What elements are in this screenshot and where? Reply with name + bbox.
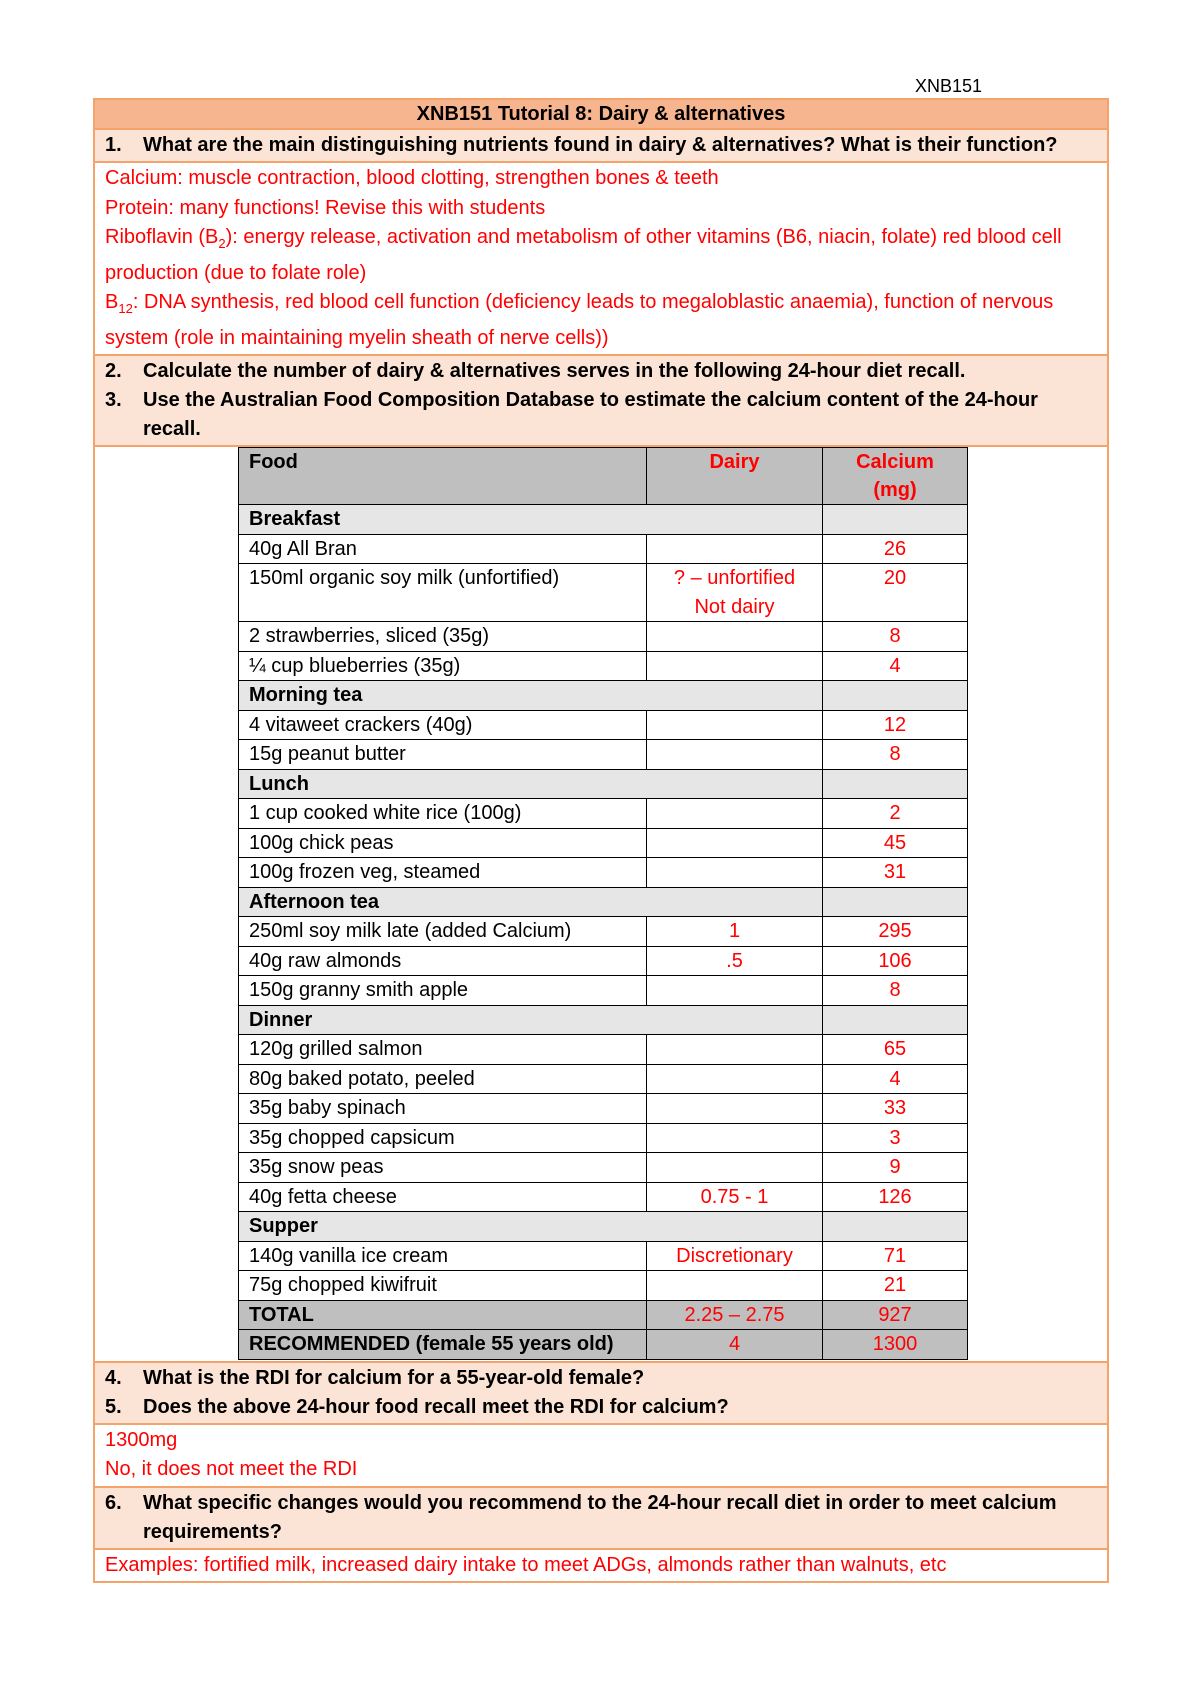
food-cell: 150ml organic soy milk (unfortified) bbox=[239, 564, 647, 622]
question-number: 1. bbox=[105, 134, 122, 156]
question-number: 4. bbox=[105, 1366, 122, 1389]
recommended-label: RECOMMENDED (female 55 years old) bbox=[239, 1330, 647, 1360]
calcium-cell: 9 bbox=[823, 1153, 968, 1183]
dairy-cell: .5 bbox=[647, 946, 823, 976]
question-3 bbox=[105, 386, 1097, 444]
question-2 bbox=[105, 357, 1097, 386]
food-cell: 15g peanut butter bbox=[239, 740, 647, 770]
calcium-cell: 8 bbox=[823, 976, 968, 1006]
food-cell: 1 cup cooked white rice (100g) bbox=[239, 799, 647, 829]
answer-protein: Protein: many functions! Revise this with students bbox=[105, 196, 546, 219]
table-row bbox=[239, 740, 968, 770]
table-row bbox=[239, 799, 968, 829]
dairy-cell: Discretionary bbox=[647, 1241, 823, 1271]
food-cell: 35g chopped capsicum bbox=[239, 1123, 647, 1153]
section-label: Supper bbox=[239, 1212, 823, 1242]
question-text: Does the above 24-hour food recall meet the RDI for calcium? bbox=[143, 1395, 729, 1418]
dairy-cell bbox=[647, 534, 823, 564]
answer-rdi: 1300mg bbox=[105, 1428, 178, 1451]
table-row bbox=[239, 534, 968, 564]
answer-block-1 bbox=[95, 163, 1107, 356]
dairy-cell bbox=[647, 1064, 823, 1094]
table-row bbox=[239, 1094, 968, 1124]
question-text: What is the RDI for calcium for a 55-year-old female? bbox=[143, 1366, 645, 1389]
question-number: 3. bbox=[105, 389, 122, 411]
table-row bbox=[239, 710, 968, 740]
table-row bbox=[239, 946, 968, 976]
table-row bbox=[239, 828, 968, 858]
dairy-cell bbox=[647, 740, 823, 770]
table-row bbox=[239, 858, 968, 888]
header-calcium: Calcium (mg) bbox=[823, 448, 968, 505]
food-cell: 150g granny smith apple bbox=[239, 976, 647, 1006]
dairy-cell bbox=[647, 858, 823, 888]
dairy-cell bbox=[647, 1271, 823, 1301]
calcium-cell: 3 bbox=[823, 1123, 968, 1153]
dairy-cell bbox=[647, 976, 823, 1006]
question-text: Use the Australian Food Composition Database to estimate the calcium content of the 24-hour recall. bbox=[143, 389, 1038, 440]
page-title: XNB151 Tutorial 8: Dairy & alternatives bbox=[95, 100, 1107, 130]
calcium-cell: 45 bbox=[823, 828, 968, 858]
answer-riboflavin: Riboflavin $(B_2)$: energy release, activation and metabolism of other vitamins (B6, niacin, folate) red blood cell production (due to folate role) bbox=[105, 226, 1062, 284]
diet-recall-table bbox=[238, 447, 968, 1360]
section-row-lunch bbox=[239, 769, 968, 799]
calcium-cell: 4 bbox=[823, 651, 968, 681]
food-cell: 4 vitaweet crackers (40g) bbox=[239, 710, 647, 740]
calcium-cell: 4 bbox=[823, 1064, 968, 1094]
section-row-morning-tea bbox=[239, 681, 968, 711]
question-4 bbox=[105, 1364, 1097, 1393]
dairy-cell: 1 bbox=[647, 917, 823, 947]
table-row bbox=[239, 651, 968, 681]
answer-block-4-5 bbox=[95, 1425, 1107, 1488]
calcium-cell: 26 bbox=[823, 534, 968, 564]
question-block-2-3 bbox=[95, 356, 1107, 447]
header-dairy: Dairy bbox=[647, 448, 823, 505]
calcium-cell: 21 bbox=[823, 1271, 968, 1301]
table-row bbox=[239, 564, 968, 622]
food-cell: 35g snow peas bbox=[239, 1153, 647, 1183]
dairy-cell: 0.75 - 1 bbox=[647, 1182, 823, 1212]
food-cell: 250ml soy milk late (added Calcium) bbox=[239, 917, 647, 947]
table-row bbox=[239, 1035, 968, 1065]
food-cell: 40g All Bran bbox=[239, 534, 647, 564]
dairy-cell bbox=[647, 622, 823, 652]
calcium-cell: 12 bbox=[823, 710, 968, 740]
table-row bbox=[239, 1153, 968, 1183]
total-dairy: 2.25 – 2.75 bbox=[647, 1300, 823, 1330]
question-text: What specific changes would you recommend to the 24-hour recall diet in order to meet calcium requirements? bbox=[143, 1491, 1057, 1543]
food-cell: 120g grilled salmon bbox=[239, 1035, 647, 1065]
section-row-breakfast bbox=[239, 505, 968, 535]
table-row bbox=[239, 1064, 968, 1094]
food-cell: 100g frozen veg, steamed bbox=[239, 858, 647, 888]
question-text: Calculate the number of dairy & alternatives serves in the following 24-hour diet recall. bbox=[143, 360, 966, 382]
calcium-cell: 126 bbox=[823, 1182, 968, 1212]
dairy-cell bbox=[647, 710, 823, 740]
section-label: Lunch bbox=[239, 769, 823, 799]
recommended-calcium: 1300 bbox=[823, 1330, 968, 1360]
dairy-cell bbox=[647, 799, 823, 829]
total-calcium: 927 bbox=[823, 1300, 968, 1330]
header-food: Food bbox=[239, 448, 647, 505]
section-label: Morning tea bbox=[239, 681, 823, 711]
dairy-cell bbox=[647, 1123, 823, 1153]
food-cell: 75g chopped kiwifruit bbox=[239, 1271, 647, 1301]
answer-calcium: Calcium: muscle contraction, blood clotting, strengthen bones & teeth bbox=[105, 167, 719, 189]
dairy-cell: ? – unfortified Not dairy bbox=[647, 564, 823, 622]
total-row bbox=[239, 1300, 968, 1330]
section-label: Afternoon tea bbox=[239, 887, 823, 917]
calcium-cell: 65 bbox=[823, 1035, 968, 1065]
question-block-4-5 bbox=[95, 1363, 1107, 1425]
total-label: TOTAL bbox=[239, 1300, 647, 1330]
section-row-afternoon-tea bbox=[239, 887, 968, 917]
question-number: 5. bbox=[105, 1395, 122, 1418]
table-row bbox=[239, 976, 968, 1006]
table-row bbox=[239, 622, 968, 652]
dairy-cell bbox=[647, 1035, 823, 1065]
food-cell: 140g vanilla ice cream bbox=[239, 1241, 647, 1271]
answer-meets-rdi: No, it does not meet the RDI bbox=[105, 1458, 358, 1480]
dairy-cell bbox=[647, 828, 823, 858]
document-code: XNB151 bbox=[915, 76, 983, 96]
question-number: 6. bbox=[105, 1491, 122, 1514]
food-cell: ¼ cup blueberries (35g) bbox=[239, 651, 647, 681]
section-row-dinner bbox=[239, 1005, 968, 1035]
recommended-dairy: 4 bbox=[647, 1330, 823, 1360]
food-cell: 35g baby spinach bbox=[239, 1094, 647, 1124]
recommended-row bbox=[239, 1330, 968, 1360]
dairy-cell bbox=[647, 651, 823, 681]
section-label: Dinner bbox=[239, 1005, 823, 1035]
table-row bbox=[239, 1182, 968, 1212]
food-cell: 80g baked potato, peeled bbox=[239, 1064, 647, 1094]
question-6 bbox=[105, 1489, 1097, 1547]
answer-b12: $B_{12}$: DNA synthesis, red blood cell function (deficiency leads to megaloblastic anaemia), function of nervous system (role in maintaining myelin sheath of nerve cells)) bbox=[105, 291, 1054, 349]
calcium-cell: 31 bbox=[823, 858, 968, 888]
dairy-cell bbox=[647, 1153, 823, 1183]
calcium-cell: 8 bbox=[823, 740, 968, 770]
food-cell: 2 strawberries, sliced (35g) bbox=[239, 622, 647, 652]
table-row bbox=[239, 1123, 968, 1153]
table-header-row bbox=[239, 448, 968, 505]
calcium-cell: 20 bbox=[823, 564, 968, 622]
diet-recall-container bbox=[95, 447, 1107, 1363]
section-row-supper bbox=[239, 1212, 968, 1242]
calcium-cell: 33 bbox=[823, 1094, 968, 1124]
tutorial-sheet bbox=[93, 98, 1109, 1583]
question-5 bbox=[105, 1393, 1097, 1422]
question-number: 2. bbox=[105, 360, 122, 382]
table-row bbox=[239, 1271, 968, 1301]
food-cell: 40g fetta cheese bbox=[239, 1182, 647, 1212]
dairy-cell bbox=[647, 1094, 823, 1124]
calcium-cell: 295 bbox=[823, 917, 968, 947]
calcium-cell: 71 bbox=[823, 1241, 968, 1271]
answer-block-6 bbox=[95, 1550, 1107, 1582]
section-label: Breakfast bbox=[239, 505, 823, 535]
calcium-cell: 8 bbox=[823, 622, 968, 652]
calcium-cell: 2 bbox=[823, 799, 968, 829]
question-text: What are the main distinguishing nutrients found in dairy & alternatives? What is their function? bbox=[143, 134, 1058, 156]
table-row bbox=[239, 1241, 968, 1271]
food-cell: 40g raw almonds bbox=[239, 946, 647, 976]
answer-examples: Examples: fortified milk, increased dairy intake to meet ADGs, almonds rather than walnuts, etc bbox=[105, 1553, 947, 1576]
question-block-6 bbox=[95, 1488, 1107, 1550]
calcium-cell: 106 bbox=[823, 946, 968, 976]
question-block-1 bbox=[95, 130, 1107, 163]
question-1 bbox=[105, 131, 1097, 160]
table-row bbox=[239, 917, 968, 947]
food-cell: 100g chick peas bbox=[239, 828, 647, 858]
